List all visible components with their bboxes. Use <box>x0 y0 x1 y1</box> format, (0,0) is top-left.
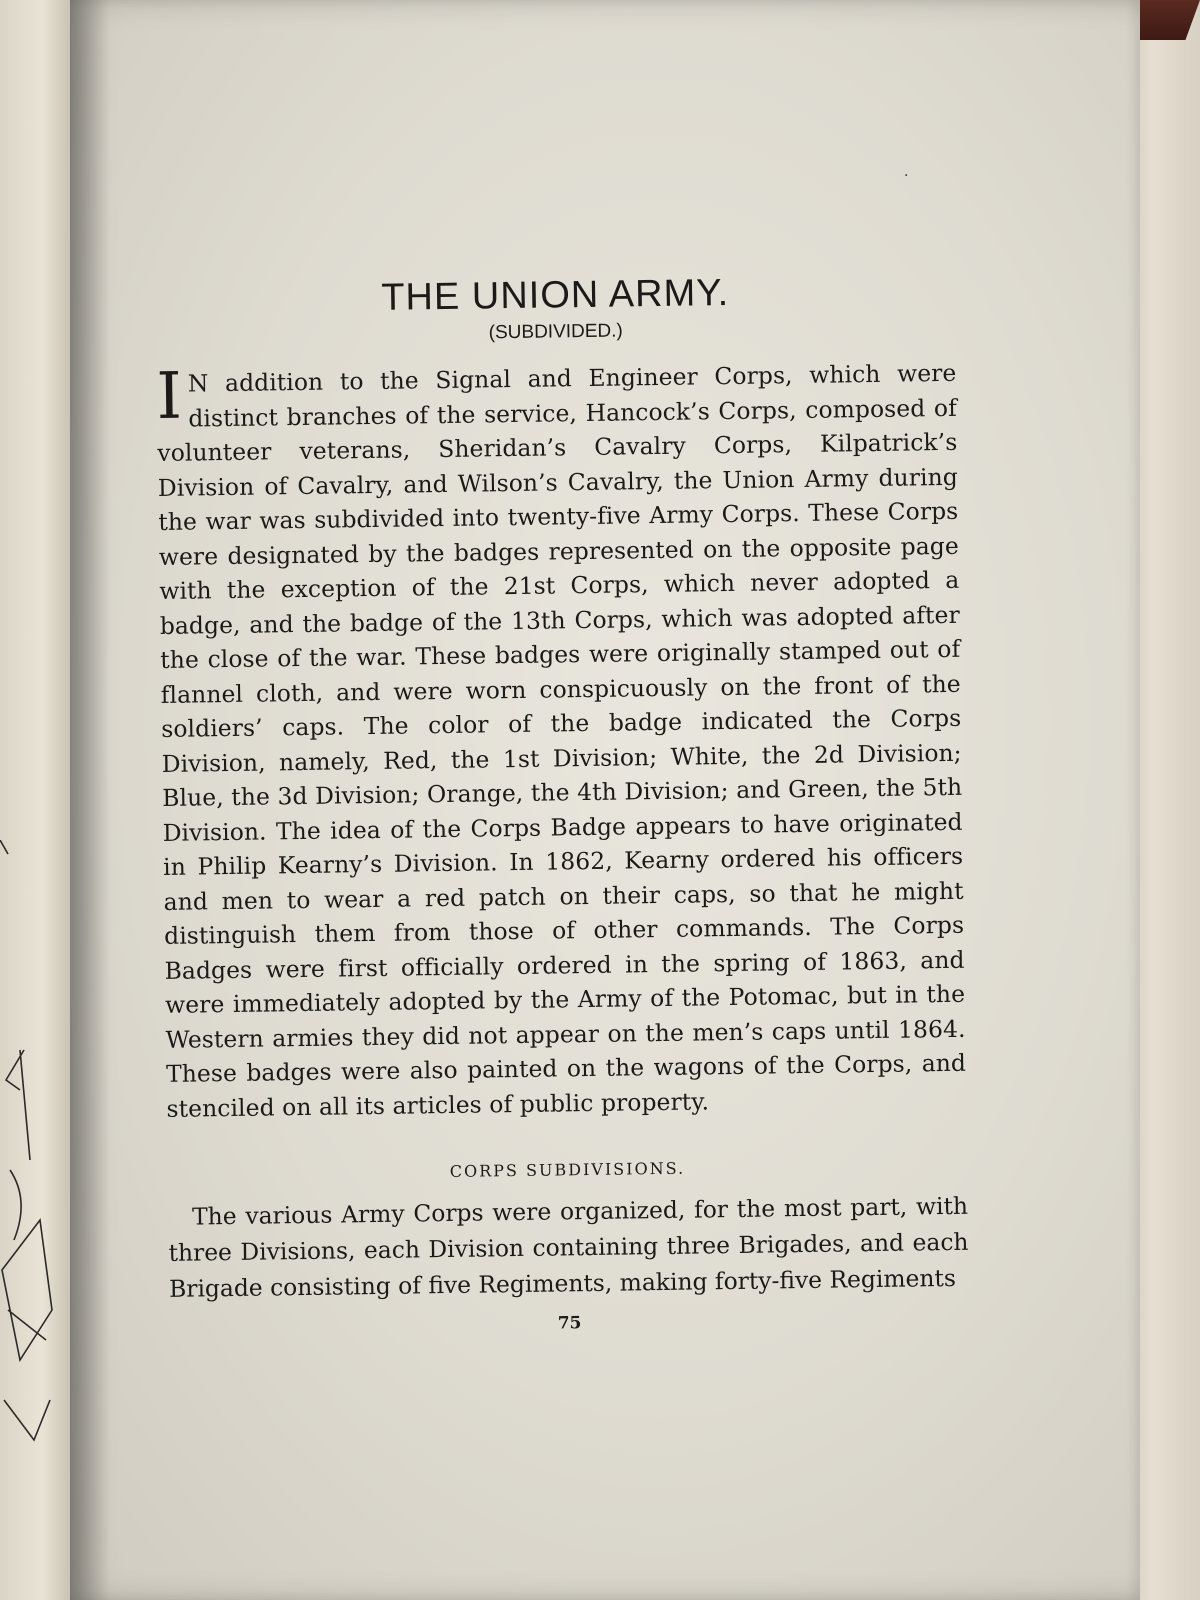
section-heading: CORPS SUBDIVISIONS. <box>449 1158 686 1181</box>
page-subtitle: (SUBDIVIDED.) <box>488 320 623 344</box>
drop-cap: I <box>156 359 183 434</box>
page-title: THE UNION ARMY. <box>381 271 730 319</box>
margin-mark: · <box>904 168 909 184</box>
page-text-block <box>155 269 970 1339</box>
corps-subdivisions-paragraph: The various Army Corps were organized, for the most part, with three Divisions, each Division containing three Brigades, and each Brigade consisting of five Regiments, making forty-five Regiments <box>168 1191 969 1303</box>
page-gutter-shadow <box>70 0 110 1600</box>
left-page-illustration <box>0 840 60 1480</box>
intro-paragraph-text: N addition to the Signal and Engineer Corps, which were distinct branches of the service, Hancock’s Corps, composed of volunteer veterans, Sheridan’s Cavalry Corps, Kilpatrick’s Division of Cavalry, and Wilson’s Cavalry, the Union Army during the war was subdivided into twenty-five Army Corps. These Corps were designated by the badges represented on the opposite page with the exception of the 21st Corps, which never adopted a badge, and the badge of the 13th Corps, which was adopted after the close of the war. These badges were originally stamped out of flannel cloth, and were worn conspicuously on the front of the soldiers’ caps. The color of the badge indicated the Corps Division, namely, Red, the 1st Division; White, the 2d Division; Blue, the 3d Division; Orange, the 4th Division; and Green, the 5th Division. The idea of the Corps Badge appears to have originated in Philip Kearny’s Division. In 1862, Kearny ordered his officers and men to wear a red patch on their caps, so that he might distinguish them from those of other commands. The Corps Badges were first officially ordered in the spring of 1863, and were immediately adopted by the Army of the Potomac, but in the Western armies they did not appear on the men’s caps until 1864. These badges were also painted on the wagons of the Corps, and stenciled on all its articles of public property. <box>157 358 967 1123</box>
left-page <box>0 0 70 1600</box>
intro-paragraph <box>156 356 967 1126</box>
page-number: 75 <box>557 1313 582 1334</box>
